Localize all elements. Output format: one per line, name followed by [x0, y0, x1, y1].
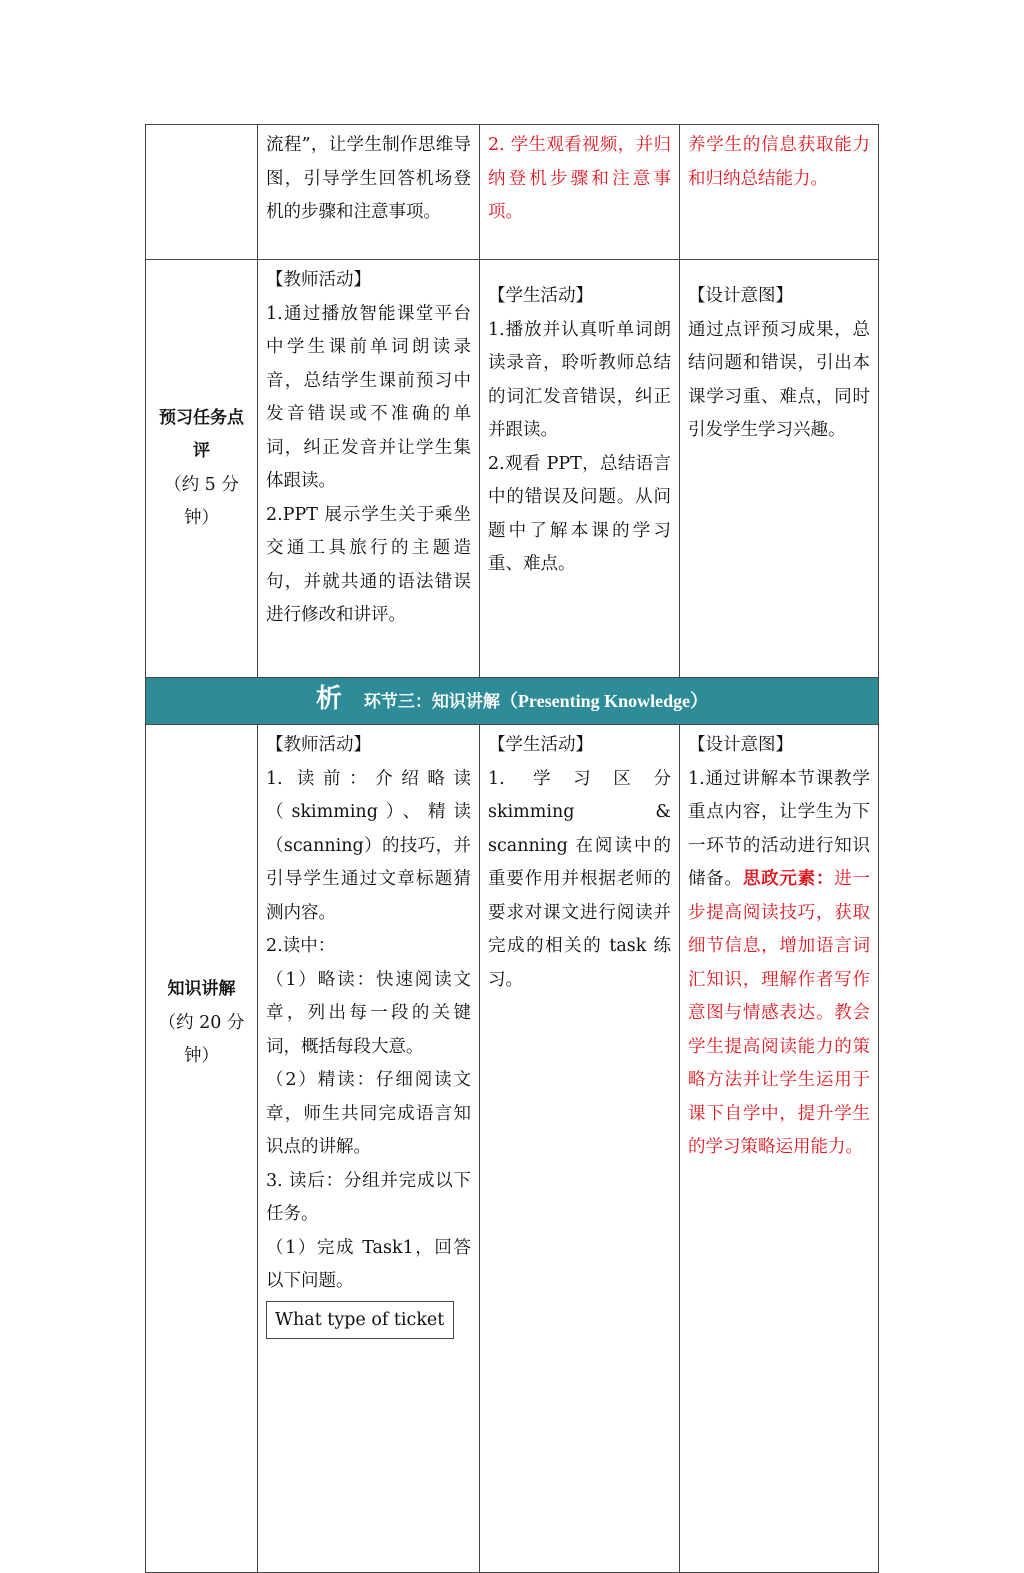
- design-intent-cell: [680, 725, 879, 1573]
- student-activity-text: 2. 学生观看视频，并归纳登机步骤和注意事项。: [488, 135, 671, 222]
- design-intent-heading: 【设计意图】: [688, 286, 793, 306]
- stage-duration: （约 5 分钟）: [164, 474, 239, 528]
- student-activity-cell: [480, 725, 680, 1573]
- student-activity-item: 2.观看 PPT，总结语言中的错误及问题。从问题中了解本课的学习重、难点。: [488, 453, 671, 574]
- stage-cell: [146, 260, 258, 678]
- teacher-activity-item: 2.PPT 展示学生关于乘坐交通工具旅行的主题造句，并就共通的语法错误进行修改和讲评。: [266, 504, 471, 625]
- stage-title: 预习任务点评: [159, 407, 244, 461]
- teacher-activity-cell: [258, 260, 480, 678]
- design-intent-text: 1.通过讲解本节课教学重点内容，让学生为下一环节的活动进行知识储备。: [688, 768, 870, 889]
- stage-cell: [146, 725, 258, 1573]
- design-intent-text: 通过点评预习成果，总结问题和错误，引出本课学习重、难点，同时引发学生学习兴趣。: [688, 319, 870, 440]
- ideology-element-label: 思政元素：: [742, 869, 835, 889]
- design-intent-heading: 【设计意图】: [688, 735, 793, 755]
- task-question-box: What type of ticket: [266, 1301, 454, 1339]
- teacher-activity-item: 3. 读后：分组并完成以下任务。: [266, 1170, 471, 1224]
- teacher-activity-text: 流程”，让学生制作思维导图，引导学生回答机场登机的步骤和注意事项。: [266, 135, 471, 222]
- teacher-activity-heading: 【教师活动】: [266, 270, 371, 290]
- student-activity-cell: [480, 260, 680, 678]
- student-activity-text: 1. 学习区分 skimming & scanning 在阅读中的重要作用并根据老师的要求对课文进行阅读并完成的相关的 task 练习。: [488, 768, 671, 990]
- design-intent-cell: [680, 125, 879, 260]
- section-banner: [146, 678, 879, 725]
- teacher-activity-cell: [258, 125, 480, 260]
- student-activity-cell: [480, 125, 680, 260]
- section-banner-title: 环节三：知识讲解: [363, 691, 500, 712]
- table-row: [146, 260, 879, 678]
- table-row: [146, 125, 879, 260]
- teacher-activity-heading: 【教师活动】: [266, 735, 371, 755]
- section-banner-title-en: （Presenting Knowledge）: [499, 690, 709, 711]
- design-intent-text: 养学生的信息获取能力和归纳总结能力。: [688, 135, 870, 189]
- stage-duration: （约 20 分钟）: [158, 1012, 245, 1066]
- student-activity-item: 1.播放并认真听单词朗读录音，聆听教师总结的词汇发音错误，纠正并跟读。: [488, 319, 671, 440]
- teacher-activity-item: 2.读中：: [266, 936, 336, 956]
- teacher-activity-cell: [258, 725, 480, 1573]
- student-activity-heading: 【学生活动】: [488, 735, 593, 755]
- teacher-activity-item: （1）略读：快速阅读文章，列出每一段的关键词，概括每段大意。: [266, 969, 471, 1057]
- ideology-element-text: 进一步提高阅读技巧，获取细节信息，增加语言词汇知识，理解作者写作意图与情感表达。教会学生提高阅读能力的策略方法并让学生运用于课下自学中，提升学生的学习策略运用能力。: [688, 869, 871, 1157]
- section-banner-cell: [146, 678, 879, 725]
- teacher-activity-item: （1）完成 Task1，回答以下问题。: [266, 1237, 471, 1291]
- student-activity-heading: 【学生活动】: [488, 286, 593, 306]
- stage-title: 知识讲解: [167, 979, 236, 999]
- teacher-activity-item: 1. 读前：介绍略读（skimming）、精读（scanning）的技巧，并引导学生通过文章标题猜测内容。: [266, 768, 471, 923]
- stage-cell-empty: [146, 125, 258, 260]
- design-intent-cell: [680, 260, 879, 678]
- teacher-activity-item: （2）精读：仔细阅读文章，师生共同完成语言知识点的讲解。: [266, 1070, 471, 1157]
- section-banner-char: 析: [315, 683, 342, 714]
- table-row: [146, 725, 879, 1573]
- teacher-activity-item: 1.通过播放智能课堂平台中学生课前单词朗读录音，总结学生课前预习中发音错误或不准确的单词，纠正发音并让学生集体跟读。: [266, 303, 471, 491]
- lesson-plan-table: [145, 124, 879, 1573]
